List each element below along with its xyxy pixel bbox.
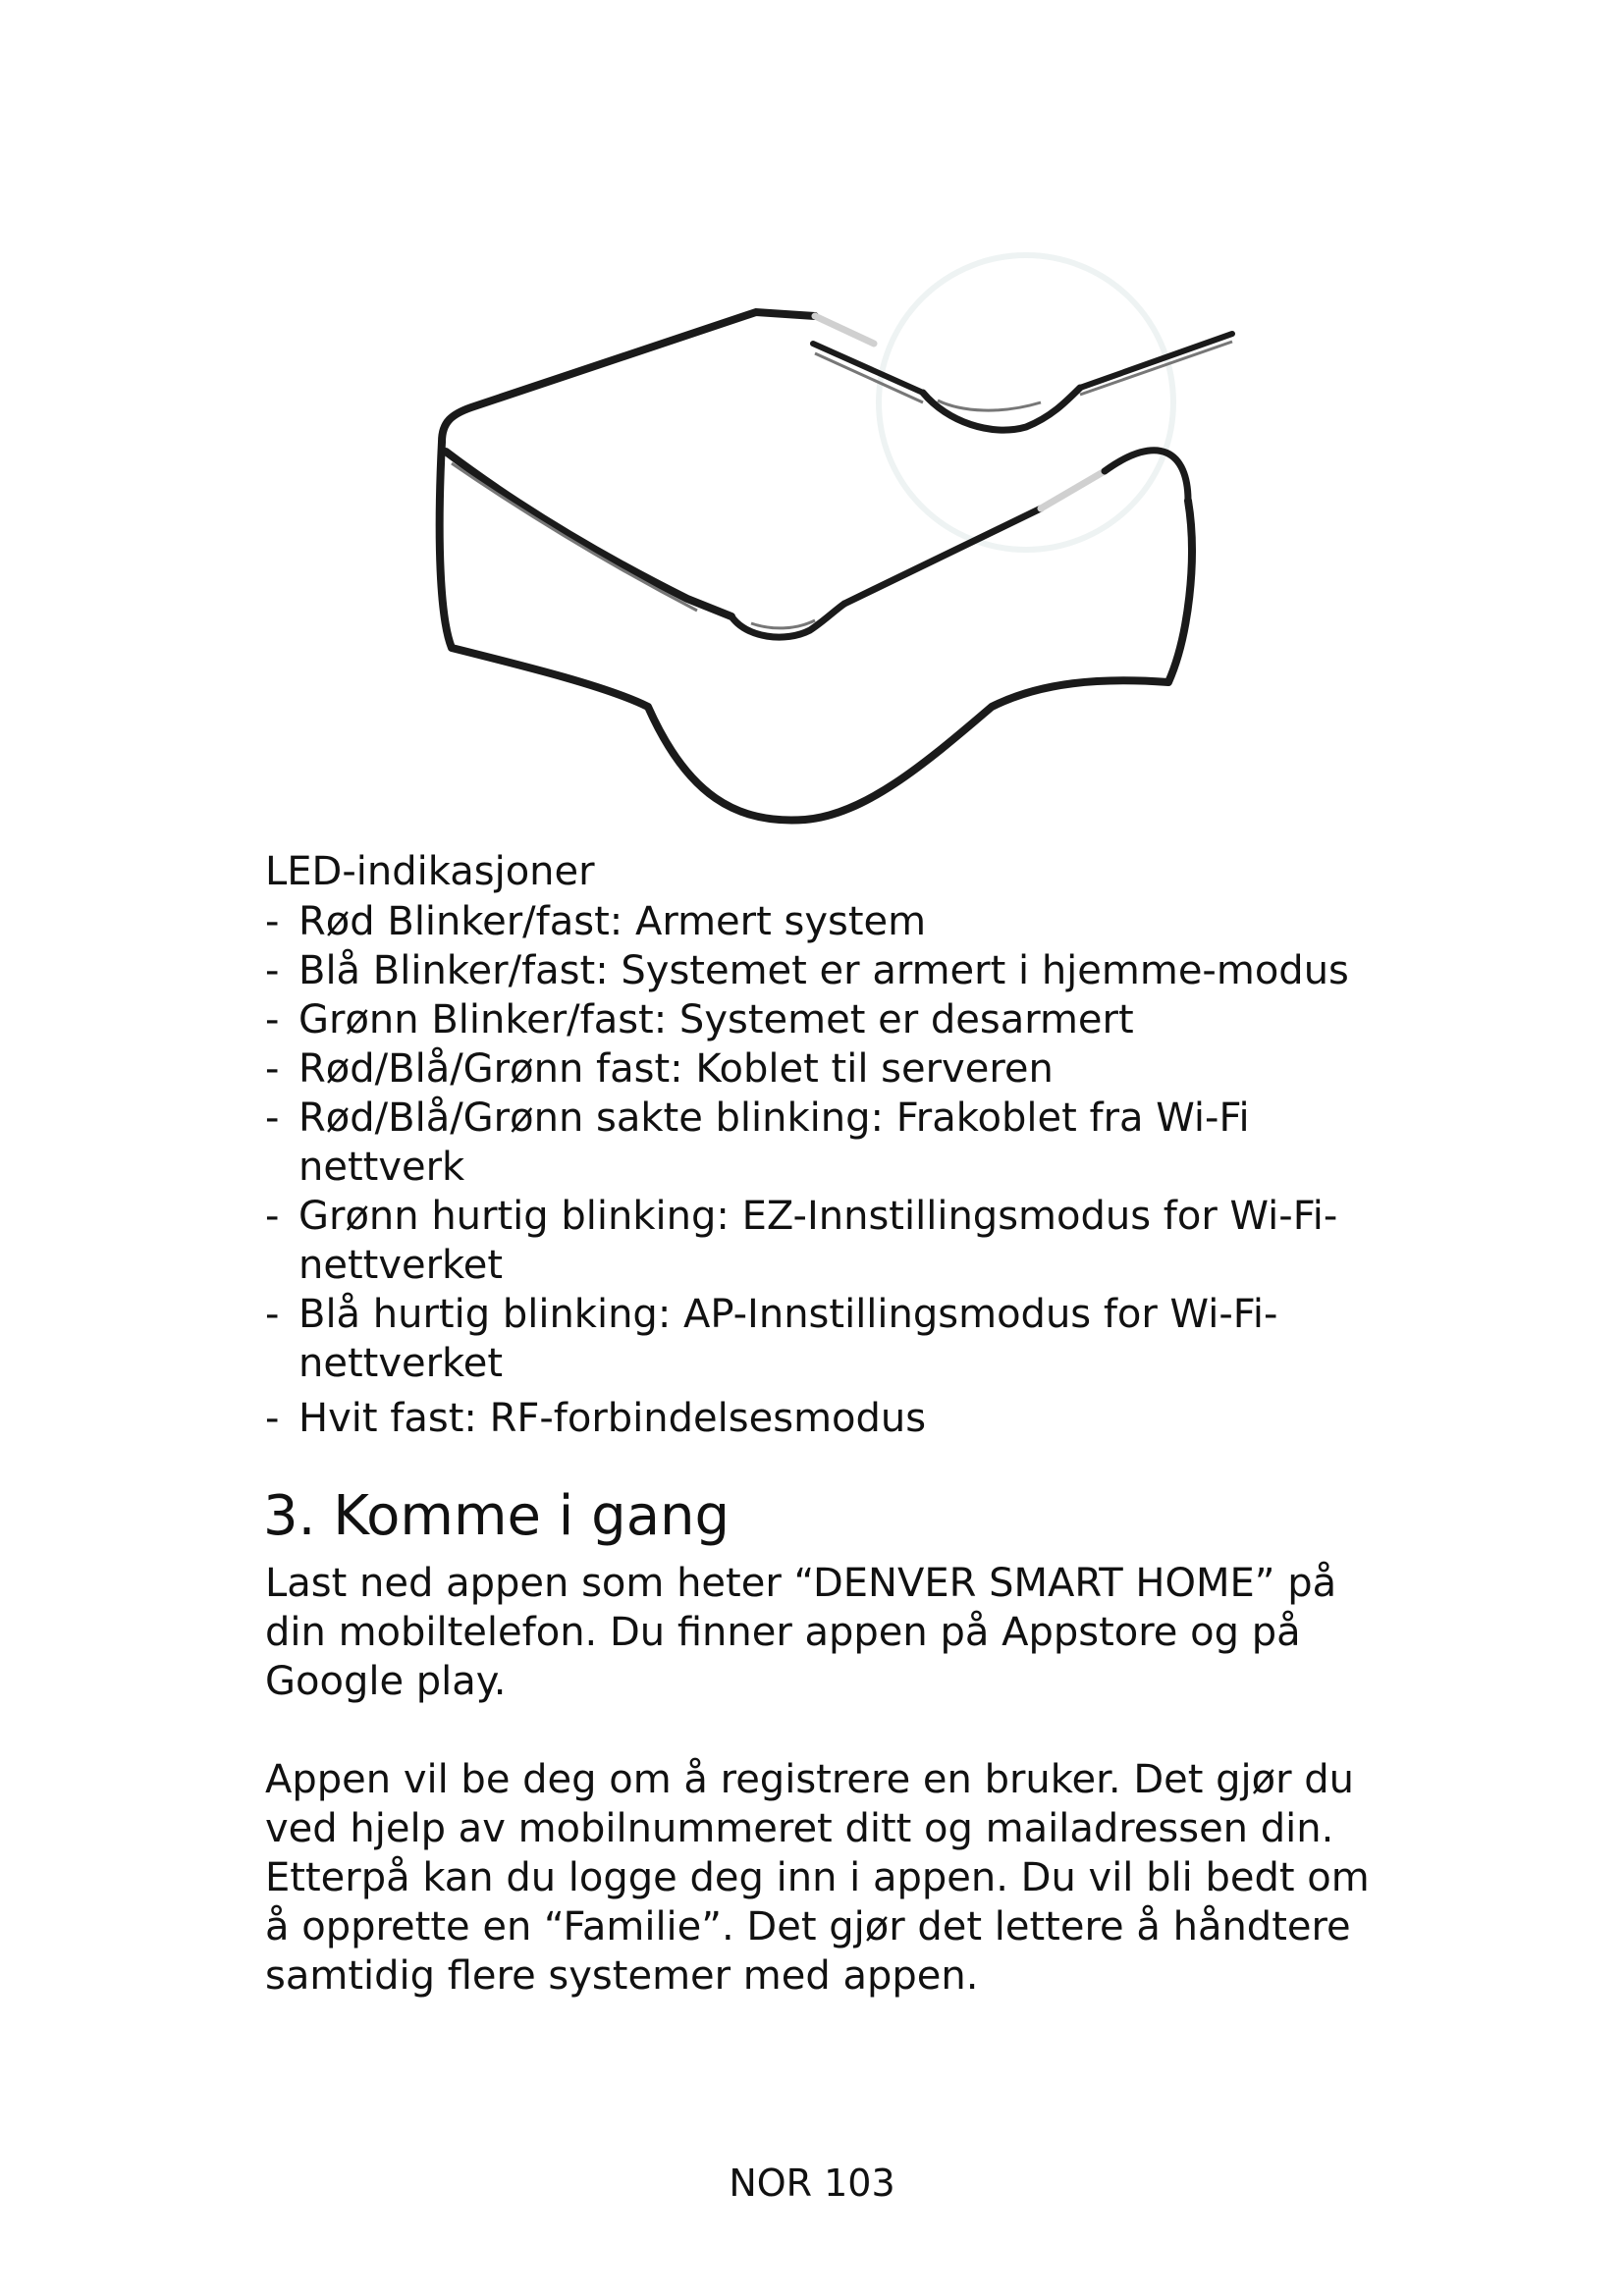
led-indications-title: LED-indikasjoner: [265, 849, 595, 894]
list-dash: -: [265, 997, 280, 1042]
led-item-text: Rød Blinker/fast: Armert system: [298, 899, 927, 944]
list-dash: -: [265, 1396, 280, 1441]
led-item-text: Grønn hurtig blinking: EZ-Innstillingsmodus for Wi-Fi-nettverket: [298, 1194, 1338, 1288]
list-dash: -: [265, 948, 280, 993]
list-dash: -: [265, 1292, 280, 1337]
list-item: [265, 1394, 1394, 1443]
led-item-text: Blå hurtig blinking: AP-Innstillingsmodus for Wi-Fi-nettverket: [298, 1292, 1278, 1386]
list-item: [265, 1044, 1394, 1094]
list-dash: -: [265, 899, 280, 944]
device-top-back-edge: [442, 312, 815, 442]
paragraph-register-user: Appen vil be deg om å registrere en bruker. Det gjør du ved hjelp av mobilnummeret ditt og mailadressen din. Etterpå kan du logge deg inn i appen. Du vil bli bedt om å opprette en “Familie”. Det gjør det lettere å håndtere samtidig flere systemer med appen.: [265, 1757, 1370, 1999]
list-item: [265, 946, 1394, 995]
led-item-text: Hvit fast: RF-forbindelsesmodus: [298, 1396, 927, 1441]
list-item: [265, 1192, 1394, 1290]
hub-device-drawing: [412, 245, 1276, 834]
led-item-text: Rød/Blå/Grønn fast: Koblet til serveren: [298, 1046, 1054, 1092]
list-item: [265, 1290, 1394, 1388]
led-item-text: Rød/Blå/Grønn sakte blinking: Frakoblet fra Wi-Fi nettverk: [298, 1095, 1250, 1190]
device-body-outline: [440, 442, 1192, 821]
faded-edge-back: [815, 316, 874, 344]
list-item: [265, 897, 1394, 946]
section-heading: 3. Komme i gang: [263, 1484, 731, 1548]
device-top-front-edge: [446, 452, 731, 616]
faded-edge-front: [1041, 471, 1105, 508]
led-item-text: Grønn Blinker/fast: Systemet er desarmert: [298, 997, 1134, 1042]
front-led-notch: [731, 604, 844, 637]
list-item: [265, 995, 1394, 1044]
list-dash: -: [265, 1046, 280, 1092]
device-illustration: [412, 245, 1276, 834]
led-item-text: Blå Blinker/fast: Systemet er armert i hjemme-modus: [298, 948, 1349, 993]
paragraph-download-app: Last ned appen som heter “DENVER SMART HOME” på din mobiltelefon. Du finner appen på Appstore og på Google play.: [265, 1561, 1337, 1704]
list-dash: -: [265, 1194, 280, 1239]
list-item: [265, 1094, 1394, 1192]
led-indications-section: [265, 846, 1394, 1443]
list-dash: -: [265, 1095, 280, 1141]
led-indications-list: [265, 897, 1394, 1443]
page-number: NOR 103: [729, 2162, 895, 2205]
